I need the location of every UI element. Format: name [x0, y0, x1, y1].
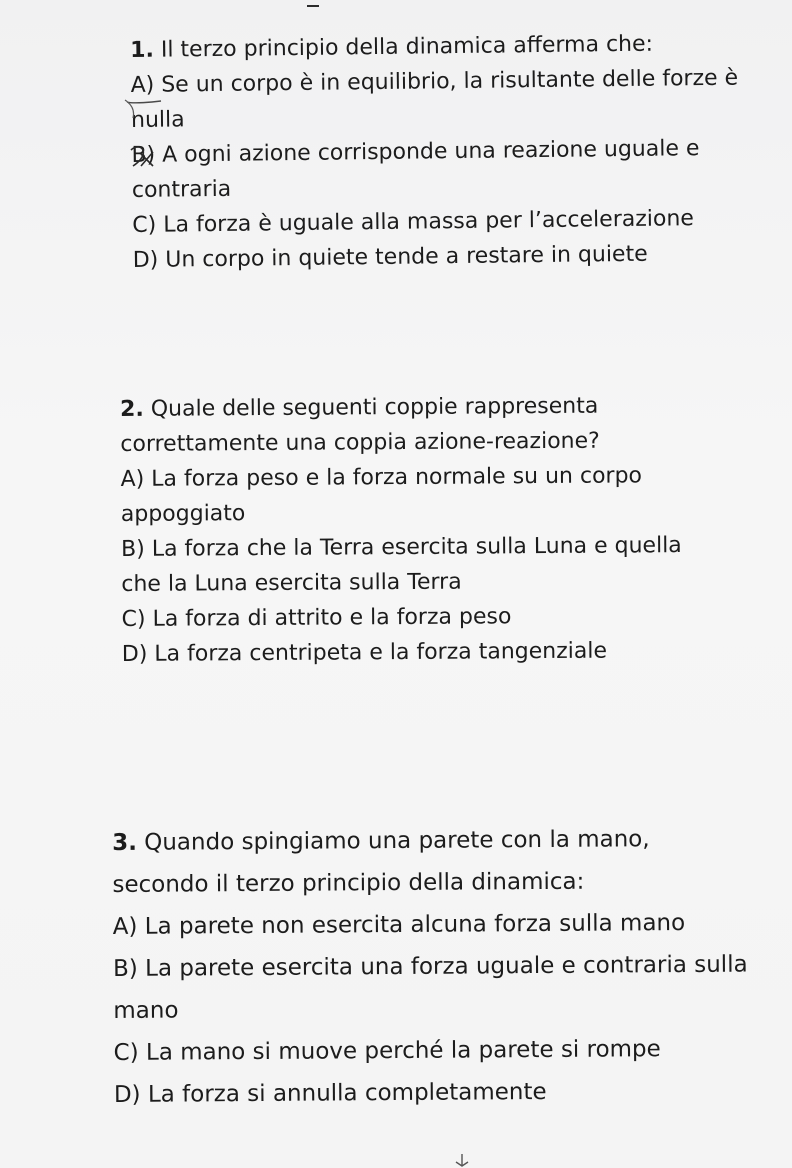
- option-c[interactable]: C) La forza di attrito e la forza peso: [121, 604, 512, 632]
- question-3-prompt-line2: secondo il terzo principio della dinamica:: [112, 868, 585, 898]
- question-text: Il terzo principio della dinamica afferma che:: [160, 31, 654, 63]
- option-b-line1[interactable]: B) La forza che la Terra esercita sulla Luna e quella: [121, 533, 682, 562]
- question-number: 3.: [112, 829, 137, 856]
- question-2: [120, 388, 683, 672]
- question-3: [112, 818, 749, 1116]
- option-a-line2[interactable]: appoggiato: [120, 501, 246, 527]
- option-a-line1[interactable]: A) La forza peso e la forza normale su un corpo: [120, 463, 643, 492]
- question-3-prompt-line1: [112, 818, 747, 864]
- option-b-line1[interactable]: B) A ogni azione corrisponde una reazione uguale e: [131, 136, 700, 168]
- pencil-cross-mark: [127, 140, 163, 172]
- option-d[interactable]: D) Un corpo in quiete tende a restare in quiete: [132, 241, 648, 273]
- question-2-prompt-line1: [120, 388, 681, 427]
- option-b-line1[interactable]: B) La parete esercita una forza uguale e contraria sulla: [112, 951, 748, 982]
- option-a[interactable]: A) La parete non esercita alcuna forza sulla mano: [112, 910, 686, 940]
- option-a-line2[interactable]: nulla: [130, 107, 185, 133]
- option-c[interactable]: C) La mano si muove perché la parete si rompe: [113, 1036, 661, 1066]
- question-number: 1.: [130, 37, 155, 63]
- option-a-line1[interactable]: A) Se un corpo è in equilibrio, la risultante delle forze è: [130, 65, 739, 98]
- option-c[interactable]: C) La forza è uguale alla massa per l’accelerazione: [132, 206, 695, 238]
- option-b-line2[interactable]: mano: [113, 997, 179, 1024]
- option-d[interactable]: D) La forza si annulla completamente: [113, 1078, 547, 1108]
- pen-dash-mark: [307, 5, 319, 7]
- pencil-arrow-mark: [452, 1152, 472, 1168]
- option-b-line2[interactable]: contraria: [131, 176, 232, 203]
- pencil-circle-mark: [123, 74, 283, 134]
- question-text: Quale delle seguenti coppie rappresenta: [150, 393, 599, 422]
- question-2-prompt-line2: correttamente una coppia azione-reazione?: [120, 428, 600, 457]
- option-b-line2[interactable]: che la Luna esercita sulla Terra: [121, 569, 462, 597]
- question-number: 2.: [120, 396, 144, 422]
- question-text: Quando spingiamo una parete con la mano,: [144, 826, 650, 856]
- question-1: [130, 26, 740, 278]
- option-d[interactable]: D) La forza centripeta e la forza tangenziale: [121, 638, 608, 667]
